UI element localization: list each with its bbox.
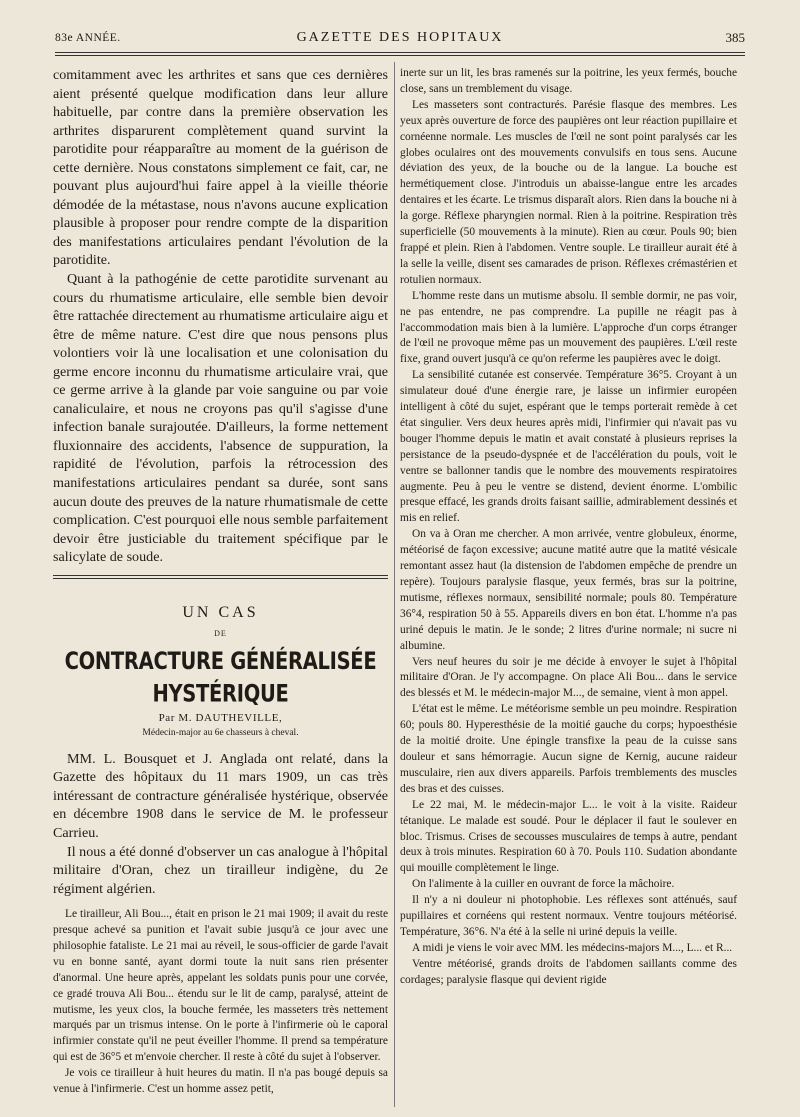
paragraph: MM. L. Bousquet et J. Anglada ont relaté, dans la Gazette des hôpitaux du 11 mars 1909, un cas très intéressant de contracture généralisée hystérique, observée en décembre 1908 dans le service de M. le professeur Carrieu. [53,750,388,841]
article-separator [53,575,388,576]
case-paragraph: Il n'y a ni douleur ni photophobie. Les réflexes sont atténués, sauf pupillaires et cornéens qui restent normaux. Ventre toujours météorisé. Température, 36°6. N'a été à la selle ni uriné depuis la veille. [400,894,737,938]
page-number: 385 [725,30,745,45]
header-rule [55,52,745,53]
case-paragraph: Le 22 mai, M. le médecin-major L... le voit à la visite. Raideur tétanique. Le malade est soudé. Pour le déplacer il faut le soulever en bloc. Trismus. Crises de secousses musculaires de temps à autre, pendant deux à trois minutes. Respiration 60 à 70. Pouls 110. Sudation abondante qui mouille complètement le linge. [400,798,737,875]
case-paragraph: inerte sur un lit, les bras ramenés sur la poitrine, les yeux fermés, bouche close, sans un tremblement du visage. [400,67,737,95]
paragraph: Quant à la pathogénie de cette parotidite survenant au cours du rhumatisme articulaire, elle semble bien devoir être rattachée directement au rhumatisme articulaire aigu et être de même nature. C'est dire que nous pensons plus volontiers voir là une localisation et une colonisation du germe encore inconnu du rhumatisme articulaire vrai, que ce germe arrive à la glande par voie sanguine ou par voie canaliculaire, et nous ne croyons pas qu'il s'agisse d'une infection banale surajoutée. D'ailleurs, la forme nettement fluxionnaire des accidents, l'absence de suppuration, la rapidité de l'évolution, parfois la rétrocession des manifestations articulaires pendant sa durée, sont sans aucun doute des preuves de la nature rhumatismale de cette complication. C'est pourquoi elle nous semble parfaitement devoir être justiciable du traitement spécifique par le salicylate de soude. [53,271,388,566]
case-paragraph: L'état est le même. Le météorisme semble un peu moindre. Respiration 60; pouls 80. Hyperesthésie de la moitié gauche du corps; hypoesthésie de la moitié droite. Une épingle transfixe la peau de la cuisse sans douleur et sans hémorragie. Aucun signe de Kernig, aucune raideur musculaire, rien aux divers appareils. Parfois tremblements des muscles des bras et des cuisses. [400,703,737,795]
article-title: CONTRACTURE GÉNÉRALISÉE HYSTÉRIQUE [64,646,377,708]
author-role: Médecin-major au 6e chasseurs à cheval. [142,727,299,738]
case-paragraph: Je vois ce tirailleur à huit heures du matin. Il n'a pas bougé depuis sa venue à l'infirmerie. C'est un homme assez petit, [53,1067,388,1096]
case-paragraph: L'homme reste dans un mutisme absolu. Il semble dormir, ne pas voir, ne pas entendre, ne pas comprendre. La pupille ne réagit pas à l'accommodation mais bien à la lumière. L'approche d'un corps étranger de l'œil ne provoque même pas un mouvement des paupières. L'œil reste fixe, grand ouvert jusqu'à ce qu'on referme les paupières avec le doigt. [400,289,737,366]
article-kicker-de: DE [214,628,227,638]
case-paragraph: Vers neuf heures du soir je me décide à envoyer le sujet à l'hôpital militaire d'Oran. Je l'y accompagne. On place Ali Bou... dans le service des blessés et M. le médecin-major M..., de semaine, vient à mon appel. [400,655,737,700]
left-column [53,66,388,1117]
case-paragraph: Les masseters sont contracturés. Parésie flasque des membres. Les yeux après ouverture de force des paupières ont leur réaction pupillaire et cornéenne normale. Les muscles de l'œil ne sont point paralysés car les globes oculaires ont des mouvements convulsifs en tous sens. Aucune déviation des yeux, de la bouche ou de la langue. La bouche est hermétiquement close. J'introduis un abaisse-langue entre les arcades dentaires et les écarte. Le trismus disparaît alors. Rien dans la bouche ni à la gorge. Réflexe pharyngien normal. Rien à la poitrine. Respiration très superficielle (50 mouvements à la minute). Rien au cœur. Pouls 90; bien frappé et plein. Rien à l'abdomen. Ventre souple. Le tirailleur aurait été à la selle la veille, disent ses camarades de prison. Réflexes crémastérien et rotulien normaux. [400,98,737,286]
case-paragraph: A midi je viens le voir avec MM. les médecins-majors M..., L... et R... [412,941,733,954]
journal-title: GAZETTE DES HOPITAUX [296,30,504,45]
case-paragraph: La sensibilité cutanée est conservée. Température 36°5. Croyant à un simulateur doué d'une énergie rare, je laisse un infirmier européen intelligent à côté du sujet, espérant que le temps porterait remède à cet état singulier. Vers deux heures après midi, l'infirmier qui n'avait pas vu bouger l'homme depuis le matin et avait constaté à plusieurs reprises la persistance de la pseudo-dyspnée et de l'accélération du pouls, voit le ventre se ballonner tandis que le nombre des mouvements respiratoires augmente. Peu à peu le ventre se distend, devient énorme. L'ombilic presque effacé, les grands droits faisant saillie, admirablement dessinés et mis en relief. [400,369,737,525]
page-header [55,30,745,50]
case-paragraph: Le tirailleur, Ali Bou..., était en prison le 21 mai 1909; il avait du reste presque achevé sa punition et l'avait subie jusqu'à ce jour avec une philosophie fataliste. Le 21 mai au réveil, le sous-officier de garde l'avait vu en bonne santé, ayant dormi toute la nuit sans rien présenter d'anormal. Une heure après, appelant les soldats punis pour une corvée, ce gradé trouva Ali Bou... étendu sur le lit de camp, paralysé, atteint de mutisme, les yeux clos, la bouche fermée, les masseters très nettement marqués par un trismus intense. On le porte à l'infirmerie où le caporal infirmier constate qu'il ne peut éveiller l'homme. Il prend sa température qui est de 36°5 et m'envoie chercher. Il reste à côté du sujet à l'observer. [53,908,388,1064]
article-author: Par M. DAUTHEVILLE, [158,711,283,724]
case-paragraph: On l'alimente à la cuiller en ouvrant de force la mâchoire. [412,878,675,891]
paragraph: Il nous a été donné d'observer un cas analogue à l'hôpital militaire d'Oran, chez un tirailleur indigène, du 2e régiment algérien. [53,843,388,897]
right-column [400,66,737,1117]
article-kicker: UN CAS [182,603,259,621]
article-separator-thin [53,578,388,579]
paragraph: comitamment avec les arthrites et sans que ces dernières aient présenté quelque modification dans leur allure habituelle, par contre dans la première observation les arthrites disparurent complètement quand survint la parotidite pour réapparaître au moment de la guérison de cette dernière. Nous constatons simplement ce fait, car, ne pouvant plus aujourd'hui faire appel à la vieille théorie démodée de la métastase, nous n'avons aucune explication plausible à proposer pour rendre compte de la disparition des manifestations articulaires pendant l'évolution de la parotidite. [53,67,388,269]
header-rule-thin [55,55,745,56]
volume-year: 83e ANNÉE. [55,32,121,44]
column-divider [394,62,395,1107]
case-paragraph: On va à Oran me chercher. A mon arrivée, ventre globuleux, énorme, météorisé de façon excessive; aucune matité autre que la matité vésicale remontant assez haut (la distension de l'abdomen empêche de prendre un repère). Toujours paralysie flasque, yeux fermés, bras sur la poitrine, mutisme, réflexes normaux, sensibilité normale; pouls 80. Température 36°4, respiration 50 à 55. Appareils divers en bon état. L'homme n'a pas uriné depuis le matin. Je le sonde; 2 litres d'urine normale; ni sucre ni albumine. [400,528,737,652]
case-paragraph: Ventre météorisé, grands droits de l'abdomen saillants comme des cordages; paralysie flasque qui devient rigide [400,957,737,986]
